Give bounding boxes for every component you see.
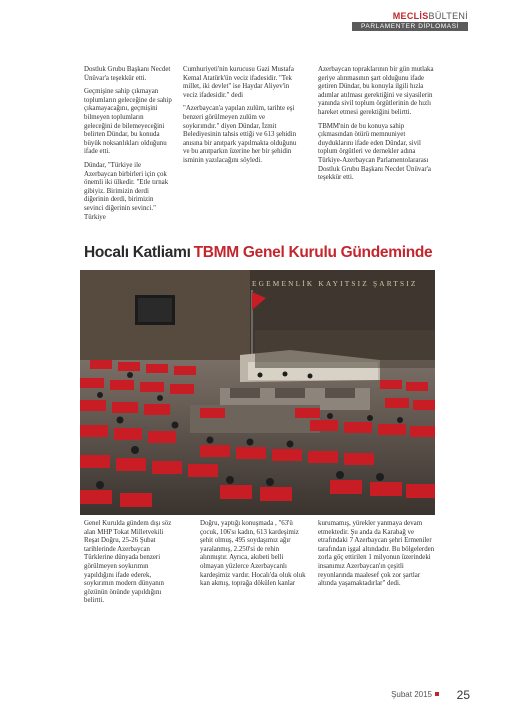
paragraph: kurumamış, yürekler yanmaya devam etmektedir. Şu anda da Karabağ ve etrafındaki 7 Azerbaycan şehri Ermeniler tarafından işgal altındadır. Bu bölgelerden zorla göç ettirilen 1 milyonun üzerindeki insanımız Azerbaycan'ın çeşitli reyonlarında maalesef çok zor şartlar altında yaşamaktadırlar" dedi. <box>318 520 435 588</box>
parliament-photo <box>80 270 435 515</box>
brand-bulteni: BÜLTENİ <box>428 11 468 21</box>
magazine-header <box>352 11 468 31</box>
issue-date: Şubat 2015 <box>391 690 432 699</box>
top-column-3 <box>318 66 436 188</box>
paragraph: Dündar, "Türkiye ile Azerbaycan birbirleri için çok önemli iki ülkedir. "Etle tırnak gibiyiz. Birimizin derdi diğerinin derdi, birimizin sevinci diğerinin sevinci." Türkiye <box>84 161 169 221</box>
paragraph: TBMM'nin de bu konuya sahip çıkmasından ötürü memnuniyet duyduklarını ifade eden Dündar, sivil toplum örgütleri ve dernekler adına Türkiye-Azerbaycan Parlamentolararası Dostluk Grubu Başkanı Necdet Ünüvar'a teşekkür etti. <box>318 122 431 182</box>
top-column-1 <box>84 66 172 227</box>
paragraph: "Azerbaycan'a yapılan zulüm, tarihte eşi benzeri görülmeyen zulüm ve soykırımdır." diyen Dündar, İzmit Belediyesinin tahsis ettiği ve 613 şehidin anısına bir anıtpark yapılmakta olduğunu ve bu anıtparkın üzerine her bir şehidin isminin yazılacağını söyledi. <box>183 105 297 164</box>
paragraph: Dostluk Grubu Başkanı Necdet Ünüvar'a teşekkür etti. <box>84 66 171 82</box>
brand-meclis: MECLİS <box>392 11 429 21</box>
magazine-brand <box>352 11 468 21</box>
separator-square-icon <box>435 692 439 696</box>
bottom-column-2 <box>200 520 308 594</box>
paragraph: Genel Kurulda gündem dışı söz alan MHP Tokat Milletvekili Reşat Doğru, 25-26 Şubat tarihlerinde Azerbaycan Türklerine dünyada benzeri görülmeyen soykırımın yapıldığını ifade ederek, soykırımın modern dünyanın gözünün önünde yapıldığını belirtti. <box>84 520 172 605</box>
section-label: PARLAMENTER DİPLOMASİ <box>352 22 468 31</box>
headline-part-1: Hocalı Katliamı <box>84 244 191 261</box>
paragraph: Doğru, yaptığı konuşmada , "63'ü çocuk, 106'sı kadın, 613 kardeşimiz şehit olmuş, 495 soydaşımız ağır yaralanmış, 2.250'si de rehin alınmıştır. Ayrıca, akıbeti belli olmayan yüzlerce Azerbaycanlı kardeşimiz vardır. Hocalı'da oluk oluk kan akmış, toprağa dökülen kanlar <box>200 520 306 588</box>
paragraph: Azerbaycan topraklarının bir gün mutlaka geriye alınmasının şart olduğunu ifade getiren Dündar, bu konuyla ilgili hızla adımlar atılması gerektiğini ve siyasilerin yanında sivil toplum örgütlerinin de hızlı hareket etmesi gerektiğini belirtti. <box>318 66 434 116</box>
top-column-2 <box>183 66 303 171</box>
paragraph: Cumhuriyeti'nin kurucusu Gazi Mustafa Kemal Atatürk'ün veciz ifadesidir. "Tek millet, iki devlet" ise Haydar Aliyev'in veciz ifadesidir." dedi <box>183 66 294 99</box>
paragraph: Geçmişine sahip çıkmayan toplumların geleceğine de sahip çıkamayacağını, geçmişini bilmeyen toplumların geleceğini de bilemeyeceğini belirten Dündar, bu konuda büyük noksanlıkları olduğunu ifade etti. <box>84 88 172 156</box>
parliament-motto: EGEMENLİK KAYITSIZ ŞARTSIZ <box>252 279 418 288</box>
page-number: 25 <box>456 688 470 702</box>
bottom-column-3 <box>318 520 436 594</box>
bottom-column-1 <box>84 520 179 611</box>
article-headline <box>84 244 444 262</box>
headline-part-2: TBMM Genel Kurulu Gündeminde <box>193 244 433 261</box>
footer-date <box>391 690 442 699</box>
